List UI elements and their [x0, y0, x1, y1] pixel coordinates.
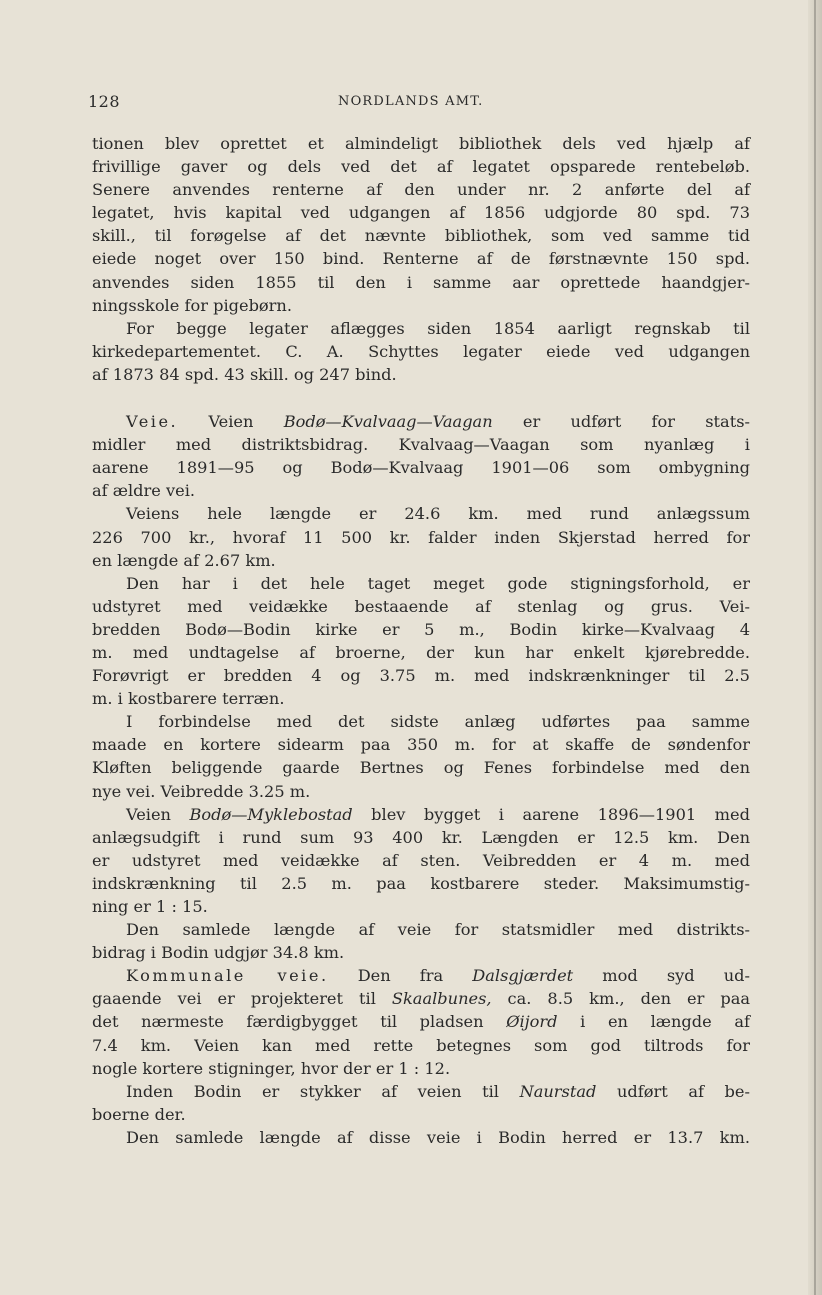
text-line: aarene 1891—95 og Bodø—Kvalvaag 1901—06 som ombygning	[92, 458, 750, 478]
text-span: det nærmeste færdigbygget til pladsen	[92, 1012, 484, 1032]
text-line: Den har i det hele taget meget gode stigningsforhold, er	[126, 573, 750, 593]
text-line: Den samlede længde af veie for statsmidler med distrikts-	[126, 920, 750, 940]
text-line	[92, 803, 750, 826]
text-span: Veien	[126, 804, 171, 824]
text-line: m. i kostbarere terræn.	[92, 689, 285, 709]
text-span: Veien	[208, 412, 254, 432]
text-line: ningsskole for pigebørn.	[92, 295, 292, 315]
text-span: gaaende vei er projekteret til	[92, 989, 376, 1009]
road-name: Bodø—Myklebostad	[189, 804, 353, 824]
text-line	[92, 964, 750, 987]
place-name: Naurstad	[519, 1081, 597, 1101]
text-line	[92, 987, 750, 1010]
text-line: bidrag i Bodin udgjør 34.8 km.	[92, 943, 345, 963]
text-line: For begge legater aflægges siden 1854 aarligt regnskab til	[126, 318, 750, 338]
text-line: 7.4 km. Veien kan med rette betegnes som god tiltrods for	[92, 1035, 750, 1055]
text-line: Forøvrigt er bredden 4 og 3.75 m. med indskrænkninger til 2.5	[92, 666, 750, 686]
body-text	[92, 132, 750, 1149]
text-line: frivillige gaver og dels ved det af legatet opsparede rentebeløb.	[92, 157, 750, 177]
section-heading-veie: Veie.	[126, 412, 179, 432]
text-line: maade en kortere sidearm paa 350 m. for at skaffe de søndenfor	[92, 735, 750, 755]
text-span: ca. 8.5 km., den er paa	[507, 989, 750, 1009]
text-span: mod syd ud-	[602, 966, 751, 986]
text-line: Senere anvendes renterne af den under nr. 2 anførte del af	[92, 180, 750, 200]
text-line: Veiens hele længde er 24.6 km. med rund anlægssum	[126, 504, 750, 524]
page-edge-shadow	[814, 0, 816, 1295]
page-header	[88, 92, 748, 116]
running-head: NORDLANDS AMT.	[338, 94, 484, 109]
text-line: boerne der.	[92, 1104, 186, 1124]
text-line: 226 700 kr., hvoraf 11 500 kr. falder inden Skjerstad herred for	[92, 527, 750, 547]
text-span: blev bygget i aarene 1896—1901 med	[371, 804, 750, 824]
text-line: tionen blev oprettet et almindeligt bibliothek dels ved hjælp af	[92, 134, 750, 153]
text-line: kirkedepartementet. C. A. Schyttes legater eiede ved udgangen	[92, 341, 750, 361]
text-line: bredden Bodø—Bodin kirke er 5 m., Bodin kirke—Kvalvaag 4	[92, 619, 750, 639]
text-line: er udstyret med veidække af sten. Veibredden er 4 m. med	[92, 850, 750, 870]
text-line: en længde af 2.67 km.	[92, 550, 276, 570]
text-line: Den samlede længde af disse veie i Bodin herred er 13.7 km.	[126, 1127, 750, 1147]
text-line: af ældre vei.	[92, 481, 196, 501]
text-line: anvendes siden 1855 til den i samme aar oprettede haandgjer-	[92, 272, 750, 292]
text-line: ning er 1 : 15.	[92, 897, 208, 916]
text-line: eiede noget over 150 bind. Renterne af de førstnævnte 150 spd.	[92, 249, 750, 269]
text-line: indskrænkning til 2.5 m. paa kostbarere steder. Maksimumstig-	[92, 873, 750, 893]
road-name: Bodø—Kvalvaag—Vaagan	[283, 412, 493, 432]
page-number: 128	[88, 92, 121, 111]
text-span: Den fra	[357, 966, 444, 986]
text-line	[92, 1010, 750, 1033]
text-span: Inden Bodin er stykker af veien til	[126, 1081, 499, 1101]
text-span: i en længde af	[580, 1012, 750, 1032]
text-line: midler med distriktsbidrag. Kvalvaag—Vaagan som nyanlæg i	[92, 435, 750, 455]
text-line: nogle kortere stigninger, hvor der er 1 : 12.	[92, 1058, 451, 1078]
text-line: m. med undtagelse af broerne, der kun har enkelt kjørebredde.	[92, 642, 750, 662]
text-line: skill., til forøgelse af det nævnte bibliothek, som ved samme tid	[92, 226, 750, 246]
text-line: I forbindelse med det sidste anlæg udførtes paa samme	[126, 712, 750, 732]
place-name: Øijord	[506, 1012, 558, 1032]
text-line: udstyret med veidække bestaaende af stenlag og grus. Vei-	[92, 596, 750, 616]
text-line	[92, 1080, 750, 1103]
text-span: udført af be-	[616, 1081, 750, 1101]
text-line	[92, 410, 750, 433]
place-name: Skaalbunes,	[391, 989, 492, 1009]
text-line: af 1873 84 spd. 43 skill. og 247 bind.	[92, 364, 397, 384]
text-line: legatet, hvis kapital ved udgangen af 1856 udgjorde 80 spd. 73	[92, 203, 750, 223]
text-line: Kløften beliggende gaarde Bertnes og Fenes forbindelse med den	[92, 758, 750, 778]
section-gap	[92, 386, 750, 410]
text-line: nye vei. Veibredde 3.25 m.	[92, 781, 311, 801]
text-span: er udført for stats-	[522, 412, 750, 432]
place-name: Dalsgjærdet	[472, 966, 574, 986]
section-heading-kommunale: Kommunale veie.	[126, 966, 329, 986]
text-line: anlægsudgift i rund sum 93 400 kr. Længden er 12.5 km. Den	[92, 827, 750, 847]
